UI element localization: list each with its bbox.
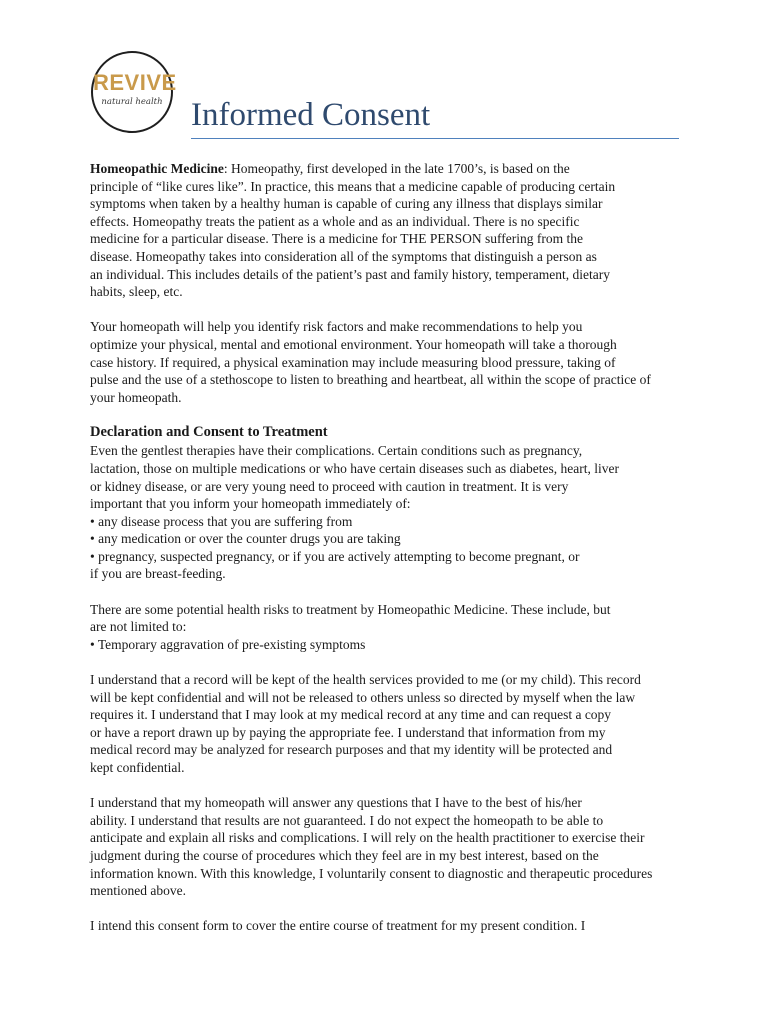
declaration-paragraph: Even the gentlest therapies have their complications. Certain conditions such as pregnancy, lactation, those on multiple medications or who have certain diseases such as diabetes, heart, liver or kidney disease, or are very young need to proceed with caution in treatment. It is very important that you inform your homeopath immediately of: bbox=[90, 443, 619, 512]
questions-paragraph: I understand that my homeopath will answer any questions that I have to the best of his/her ability. I understand that results are not guaranteed. I do not expect the homeopath to be able to anticipate and explain all risks and complications. I will rely on the health practitioner to exercise their judgment during the course of procedures which they feel are in my best interest, based on the information known. With this knowledge, I voluntarily consent to diagnostic and therapeutic procedures mentioned above. bbox=[90, 795, 653, 899]
title-underline bbox=[191, 138, 679, 139]
logo-brand-text: REVIVE bbox=[93, 70, 177, 95]
homeopathic-medicine-text: : Homeopathy, first developed in the late 1700’s, is based on the principle of “like cures like”. In practice, this means that a medicine capable of producing certain symptoms when taken by a healthy human is capable of curing any illness that displays similar effects. Homeopathy treats the patient as a whole and as an individual. There is no specific medicine for a particular disease. There is a medicine for THE PERSON suffering from the disease. Homeopathy takes into consideration all of the symptoms that distinguish a person as an individual. This includes details of the patient’s past and family history, temperament, dietary habits, sleep, etc. bbox=[90, 161, 616, 300]
declaration-heading: Declaration and Consent to Treatment bbox=[90, 424, 328, 441]
records-paragraph: I understand that a record will be kept of the health services provided to me (or my child). This record will be kept confidential and will not be released to others unless so directed by myself when the law requires it. I understand that I may look at my medical record at any time and can request a copy or have a report drawn up by paying the appropriate fee. I understand that information from my medical record may be analyzed for research purposes and that my identity will be protected and kept confidential. bbox=[90, 672, 641, 775]
logo-tagline: natural health bbox=[101, 97, 163, 107]
homeopath-role-paragraph: Your homeopath will help you identify risk factors and make recommendations to help you optimize your physical, mental and emotional environment. Your homeopath will take a thorough case history. If required, a physical examination may include measuring blood pressure, taking of pulse and the use of a stethoscope to listen to breathing and heartbeat, all within the scope of practice of your homeopath. bbox=[90, 319, 651, 405]
homeopathic-medicine-paragraph bbox=[90, 160, 690, 301]
declaration-tail: if you are breast-feeding. bbox=[90, 566, 226, 582]
page-title: Informed Consent bbox=[191, 97, 431, 133]
intent-paragraph: I intend this consent form to cover the entire course of treatment for my present condition. I bbox=[90, 918, 586, 934]
declaration-bullet: • any medication or over the counter drugs you are taking bbox=[90, 531, 401, 547]
document-body bbox=[90, 160, 690, 935]
declaration-bullet: • any disease process that you are suffering from bbox=[90, 513, 353, 529]
declaration-bullet: • pregnancy, suspected pregnancy, or if you are actively attempting to become pregnant, or bbox=[90, 548, 580, 564]
risks-bullet: • Temporary aggravation of pre-existing symptoms bbox=[90, 636, 366, 652]
risks-paragraph: There are some potential health risks to treatment by Homeopathic Medicine. These include, but are not limited to: bbox=[90, 601, 611, 635]
homeopathic-medicine-lead: Homeopathic Medicine bbox=[90, 161, 224, 176]
revive-logo bbox=[91, 51, 177, 133]
